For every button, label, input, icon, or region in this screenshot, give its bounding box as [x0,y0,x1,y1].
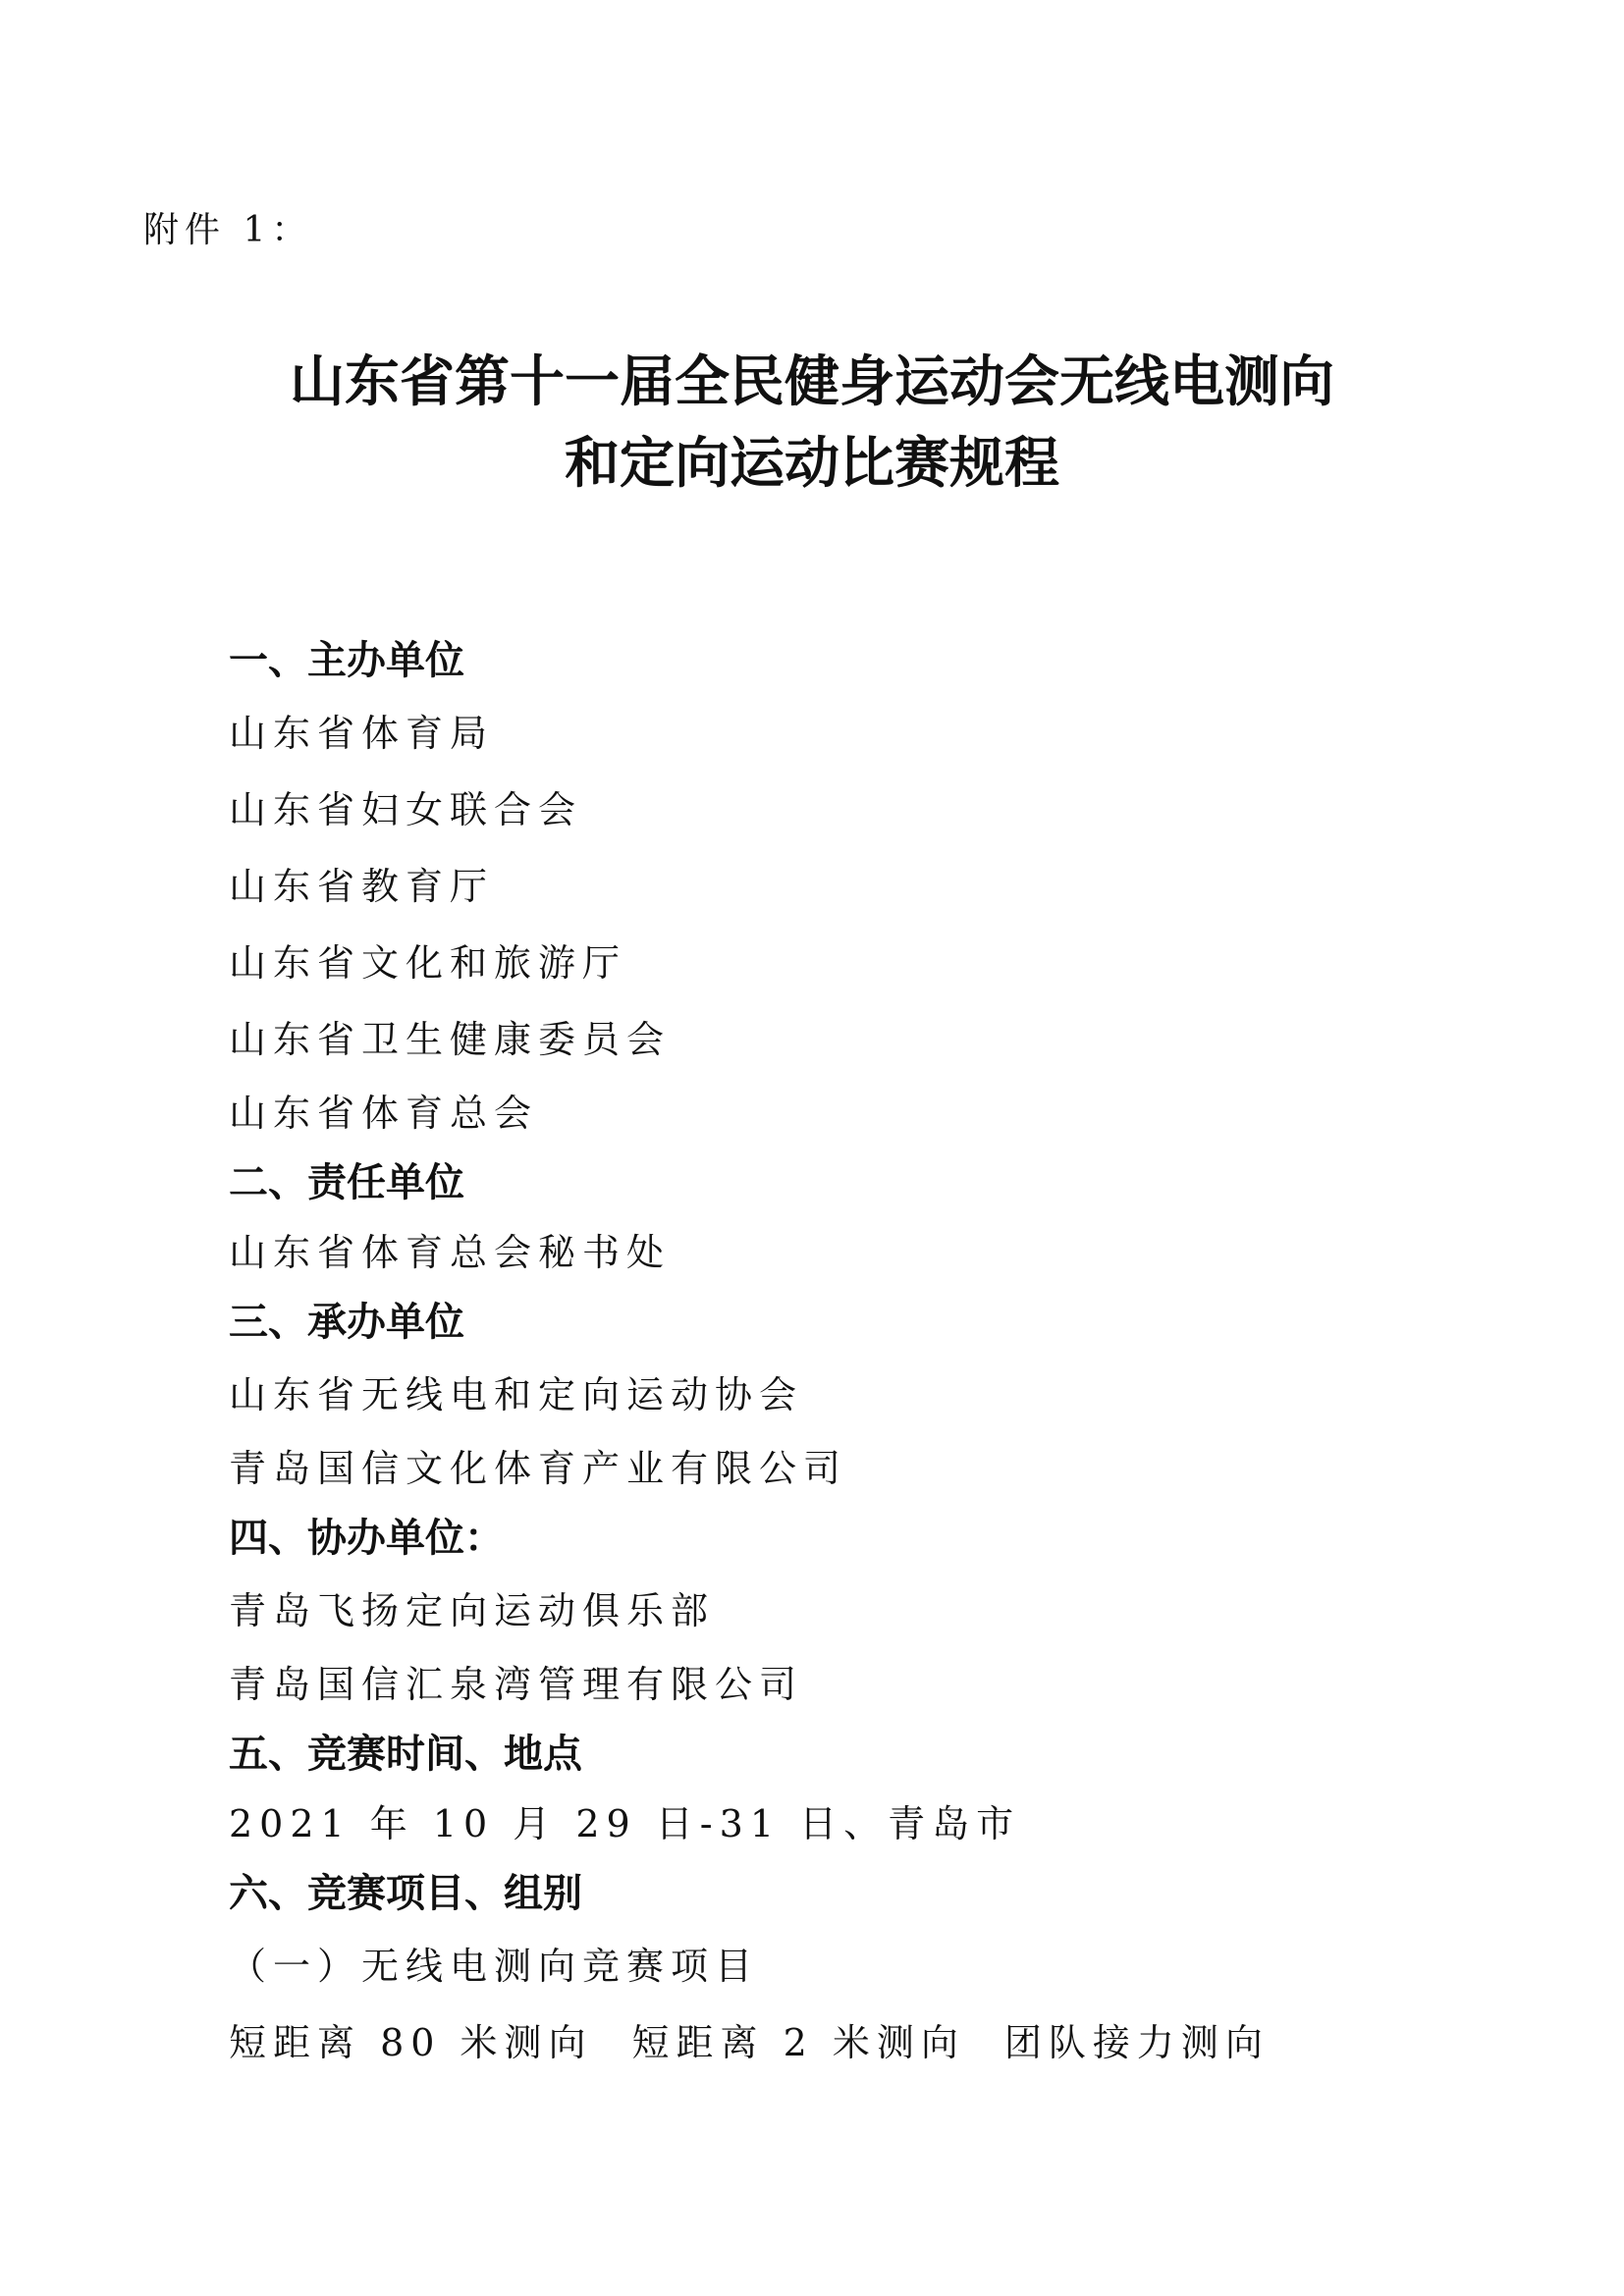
event-item: 团队接力测向 [1003,2021,1270,2064]
organizer-item: 山东省体育局 [229,712,495,755]
section-heading-co-organizers: 四、协办单位： [229,1516,504,1561]
section-heading-responsible-unit: 二、责任单位 [229,1160,464,1205]
subsection-radio-direction-finding: （一）无线电测向竞赛项目 [229,1945,760,1988]
document-body [229,626,1505,2081]
section-heading-events-groups: 六、竞赛项目、组别 [229,1871,582,1916]
event-list [229,2004,1505,2081]
section-heading-host-units: 三、承办单位 [229,1300,464,1345]
attachment-label: 附件 1： [143,210,313,250]
organizer-item: 山东省体育总会 [229,1092,539,1135]
organizer-item: 山东省文化和旅游厅 [229,941,627,985]
co-organizer-item: 青岛国信汇泉湾管理有限公司 [229,1663,804,1706]
responsible-unit-item: 山东省体育总会秘书处 [229,1231,672,1274]
co-organizer-item: 青岛飞扬定向运动俱乐部 [229,1589,716,1632]
host-unit-item: 青岛国信文化体育产业有限公司 [229,1447,848,1490]
host-unit-item: 山东省无线电和定向运动协会 [229,1373,804,1416]
organizer-item: 山东省妇女联合会 [229,788,583,831]
event-item: 短距离 80 米测向 [229,2021,593,2064]
organizer-item: 山东省卫生健康委员会 [229,1018,672,1061]
event-item: 短距离 2 米测向 [631,2021,965,2064]
section-heading-time-venue: 五、竞赛时间、地点 [229,1732,582,1777]
section-heading-organizers: 一、主办单位 [229,638,464,683]
organizer-item: 山东省教育厅 [229,865,495,908]
time-venue-text: 2021 年 10 月 29 日-31 日、青岛市 [229,1802,1021,1845]
document-title-line-2: 和定向运动比赛规程 [565,432,1059,496]
document-title-line-1: 山东省第十一届全民健身运动会无线电测向 [290,350,1334,414]
